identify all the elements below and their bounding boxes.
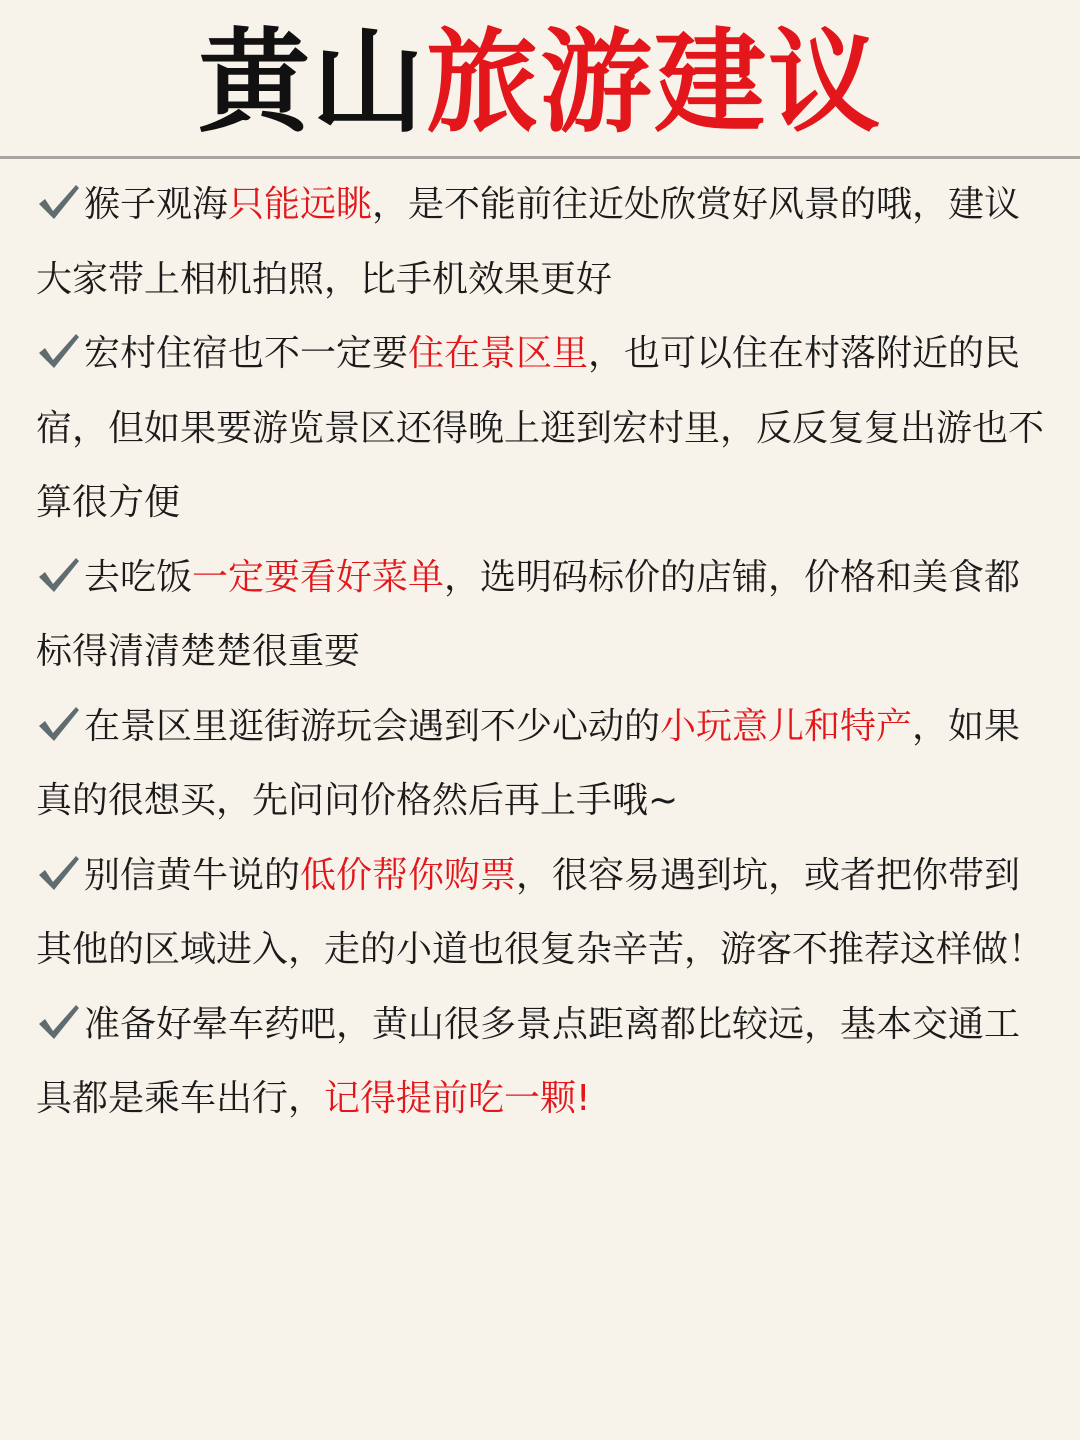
title-part-red: 旅游建议 [426, 18, 882, 148]
tip-item [36, 317, 1048, 541]
tips-list [36, 168, 1048, 1137]
check-mark-icon [36, 704, 82, 744]
tip-highlight: 低价帮你购票 [300, 854, 517, 896]
check-mark-icon [36, 182, 82, 222]
tip-text: ，是不能前往近处欣赏好风景的哦，建议大家带上相机拍照，比手机效果更好 [36, 184, 1021, 300]
tip-item [36, 168, 1048, 317]
tip-text: 准备好晕车药吧，黄山很多景点距离都比较远，基本交通工具都是乘车出行， [36, 1003, 1021, 1119]
tip-highlight: 一定要看好菜单 [192, 556, 445, 598]
check-mark-icon [36, 331, 82, 371]
tip-text: ，选明码标价的店铺，价格和美食都标得清清楚楚很重要 [36, 556, 1021, 672]
tip-highlight: 记得提前吃一颗! [324, 1078, 591, 1119]
tip-text: ，很容易遇到坑，或者把你带到其他的区域进入，走的小道也很复杂辛苦，游客不推荐这样做！ [36, 854, 1045, 970]
tip-text: ，如果真的很想买，先问问价格然后再上手哦~ [36, 705, 1021, 821]
tip-highlight: 只能远眺 [228, 184, 373, 225]
tip-text: 猴子观海 [84, 184, 229, 225]
tip-highlight: 住在景区里 [408, 333, 589, 374]
check-mark-icon [36, 1002, 82, 1042]
tip-item [36, 541, 1048, 690]
tip-text: ，也可以住在村落附近的民宿，但如果要游览景区还得晚上逛到宏村里，反反复复出游也不算很方便 [36, 333, 1045, 523]
tip-text: 宏村住宿也不一定要 [84, 333, 409, 374]
tip-highlight: 小玩意儿和特产 [660, 705, 913, 747]
page-title [0, 18, 1080, 148]
check-mark-icon [36, 853, 82, 893]
tip-item [36, 690, 1048, 839]
tip-item [36, 839, 1048, 988]
title-part-black: 黄山 [198, 18, 426, 148]
tip-text: 去吃饭 [84, 556, 193, 598]
tip-item [36, 988, 1048, 1137]
check-mark-icon [36, 555, 82, 595]
title-divider [0, 156, 1080, 159]
tip-text: 在景区里逛街游玩会遇到不少心动的 [84, 705, 661, 747]
tip-text: 别信黄牛说的 [84, 854, 301, 896]
